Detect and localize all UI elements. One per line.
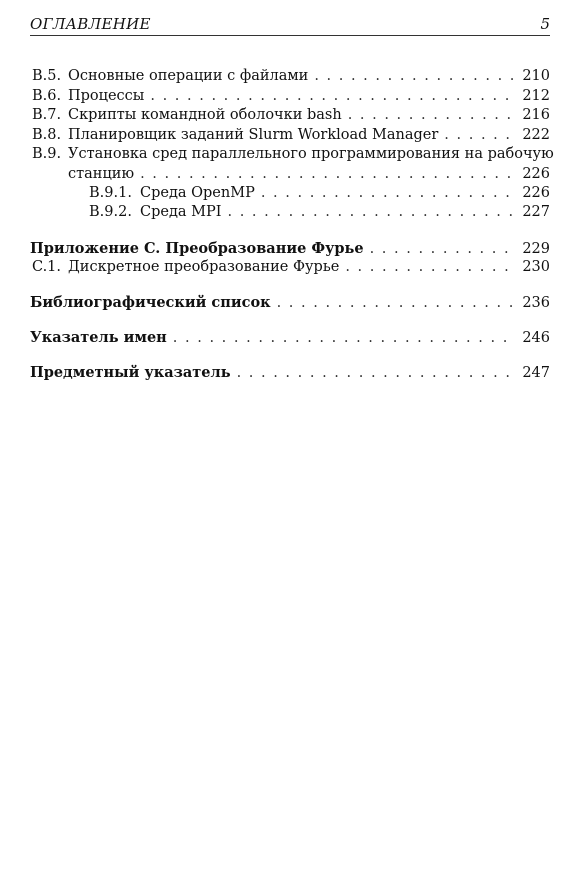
toc-dot-leader xyxy=(237,364,517,383)
toc-dot-leader xyxy=(150,87,516,106)
toc-entry-number: B.9.2. xyxy=(89,204,132,220)
running-head xyxy=(30,0,550,36)
toc-entry-title: Приложение C. Преобразование Фурье xyxy=(30,240,364,257)
toc-dot-leader xyxy=(173,329,517,348)
toc-entry-number: B.5. xyxy=(32,68,62,84)
toc-entry-page: 236 xyxy=(522,295,550,311)
toc-dot-leader xyxy=(227,203,516,222)
toc-entry-b7[interactable] xyxy=(32,106,550,125)
toc-entry-subject-index[interactable] xyxy=(30,363,550,383)
toc-entry-number: B.9. xyxy=(32,146,62,162)
toc-entry-title: Предметный указатель xyxy=(30,364,231,381)
toc-entry-title-continuation: станцию xyxy=(68,166,135,182)
toc-dot-leader xyxy=(345,258,516,277)
toc-entry-page: 229 xyxy=(522,241,550,257)
toc-entry-number: B.9.1. xyxy=(89,185,132,201)
toc-entry-b5[interactable] xyxy=(32,67,550,86)
toc-entry-title: Среда MPI xyxy=(140,204,222,220)
toc-entry-bibliography[interactable] xyxy=(30,293,550,313)
toc-dot-leader xyxy=(348,106,517,125)
toc-dot-leader xyxy=(140,165,516,184)
toc-dot-leader xyxy=(314,67,516,86)
toc-dot-leader xyxy=(277,294,517,313)
toc-entry-number: B.6. xyxy=(32,88,62,104)
toc-entry-b9-first-line[interactable] xyxy=(32,145,554,164)
toc-entry-title: Планировщик заданий Slurm Workload Manager xyxy=(68,127,439,143)
toc-entry-b6[interactable] xyxy=(32,87,550,106)
toc-entry-page: 227 xyxy=(522,204,550,220)
toc-entry-page: 226 xyxy=(522,185,550,201)
toc-entry-b91[interactable] xyxy=(89,184,550,203)
page xyxy=(30,0,554,381)
toc-entry-page: 247 xyxy=(522,365,550,381)
toc-entry-page: 246 xyxy=(522,330,550,346)
toc-entry-number: B.8. xyxy=(32,127,62,143)
running-head-title: ОГЛАВЛЕНИЕ xyxy=(30,15,151,33)
toc-entry-title: Процессы xyxy=(68,88,145,104)
toc-entry-title: Основные операции с файлами xyxy=(68,68,309,84)
toc-dot-leader xyxy=(370,240,517,259)
toc-entry-appendix-c[interactable] xyxy=(30,239,550,259)
toc-entry-b92[interactable] xyxy=(89,203,550,222)
toc-entry-title: Скрипты командной оболочки bash xyxy=(68,107,342,123)
toc-entry-page: 216 xyxy=(522,107,550,123)
toc-entry-title: Установка сред параллельного программирования на рабочую xyxy=(68,146,554,162)
toc-entry-number: B.7. xyxy=(32,107,62,123)
toc-entry-page: 230 xyxy=(522,259,550,275)
toc-entry-page: 212 xyxy=(522,88,550,104)
toc-entry-b9-second-line[interactable] xyxy=(68,165,550,184)
toc-entry-title: Среда OpenMP xyxy=(140,185,255,201)
running-head-page-number: 5 xyxy=(540,15,550,33)
toc-entry-page: 222 xyxy=(522,127,550,143)
toc-entry-c1[interactable] xyxy=(32,258,550,277)
toc-entry-number: C.1. xyxy=(32,259,62,275)
toc-entry-b8[interactable] xyxy=(32,126,550,145)
toc-entry-page: 210 xyxy=(522,68,550,84)
toc-entry-title: Указатель имен xyxy=(30,329,167,346)
toc-dot-leader xyxy=(261,184,516,203)
toc-entry-title: Библиографический список xyxy=(30,294,271,311)
toc-entry-title: Дискретное преобразование Фурье xyxy=(68,259,340,275)
toc-entry-name-index[interactable] xyxy=(30,328,550,348)
toc-dot-leader xyxy=(444,126,516,145)
toc-entry-page: 226 xyxy=(522,166,550,182)
